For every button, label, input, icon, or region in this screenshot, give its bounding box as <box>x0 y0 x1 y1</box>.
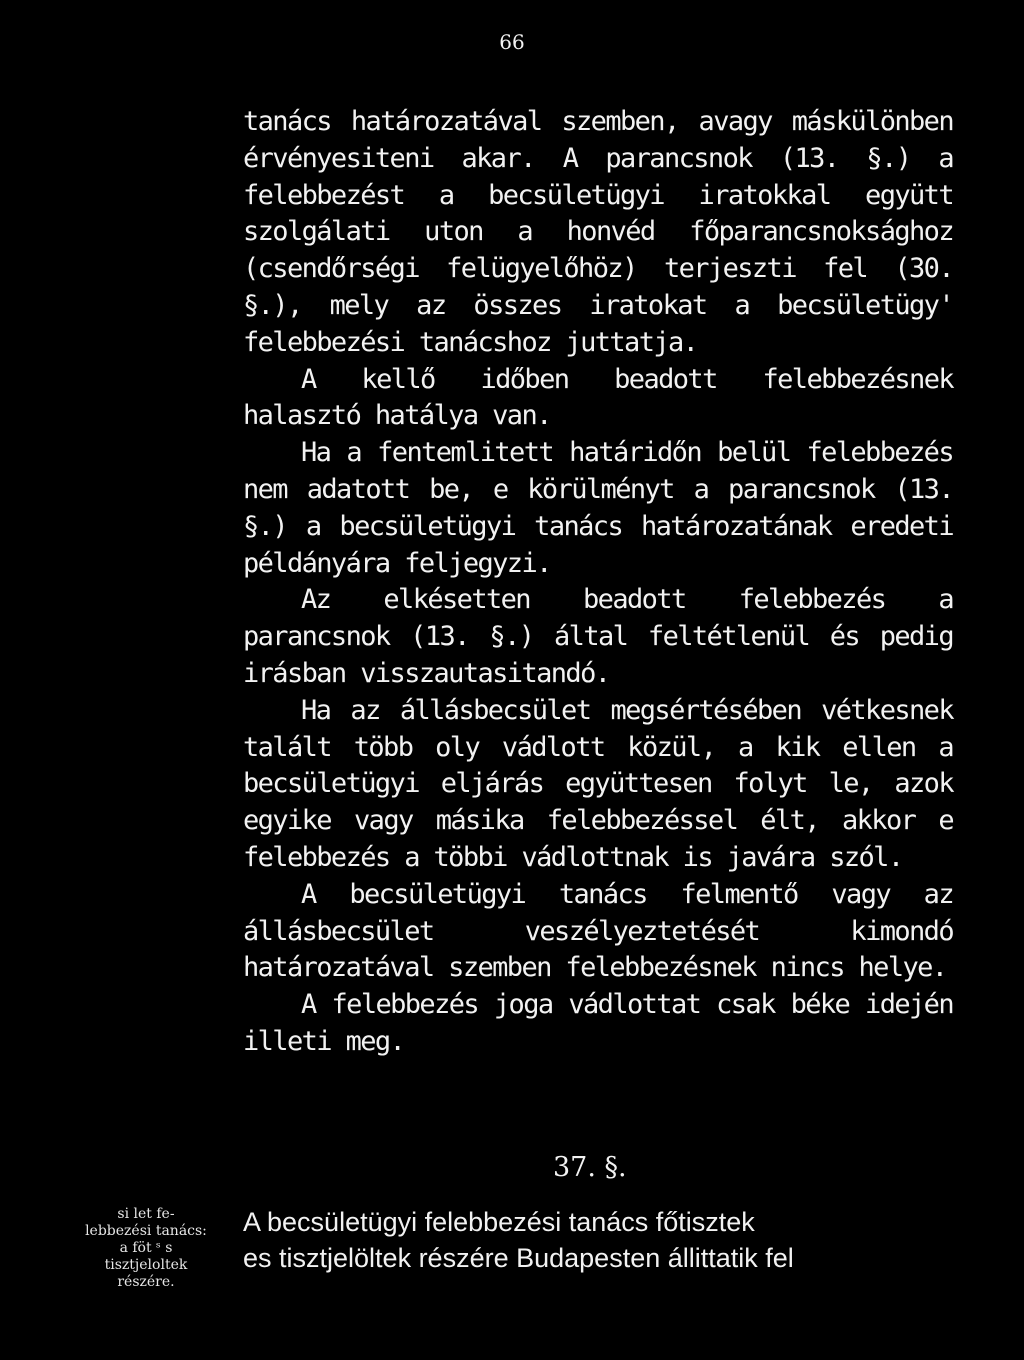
section-line: A becsületügyi felebbezési tanács főtisztek <box>243 1207 755 1237</box>
section-text <box>243 1204 953 1276</box>
margin-note-line: részére. <box>117 1274 175 1290</box>
paragraph: A felebbezés joga vádlottat csak béke idején illeti meg. <box>243 989 953 1057</box>
paragraph: A becsületügyi tanács felmentő vagy az állásbecsület veszélyeztetését kimondó határozatával szemben felebbezésnek nincs helye. <box>243 878 953 984</box>
paragraph: Az elkésetten beadott felebbezés a parancsnok (13. §.) által feltétlenül és pedig irásban visszautasitandó. <box>243 584 953 689</box>
section-line: es tisztjelöltek részére Budapesten állittatik fel <box>243 1243 794 1273</box>
paragraph: Ha az állásbecsület megsértésében vétkesnek talált több oly vádlott közül, a kik ellen a becsületügyi eljárás együttesen folyt le, azok egyike vagy másika felebbezéssel élt, akkor e felebbezés a többi vádlottnak is javára szól. <box>243 694 953 873</box>
margin-note-line: lebbezési tanács: <box>85 1223 207 1239</box>
paragraph: Ha a fentemlitett határidőn belül felebbezés nem adatott be, e körülményt a parancsnok (13. §.) a becsületügyi tanács határozatának eredeti példányára feljegyzi. <box>243 437 953 579</box>
paragraph: A kellő időben beadott felebbezésnek halasztó hatálya van. <box>243 363 953 432</box>
page-number: 66 <box>499 30 525 54</box>
margin-note-line: tisztjeloltek <box>104 1257 188 1273</box>
section-heading: 37. §. <box>553 1152 627 1183</box>
paragraph: tanács határozatával szemben, avagy máskülönben érvényesiteni akar. A parancsnok (13. §.) a felebbezést a becsületügyi iratokkal együtt szolgálati uton a honvéd főparancsnoksághoz (csendőrségi felügyelőhöz) terjeszti fel (30. §.), mely az összes iratokat a becsületügy' felebbezési tanácshoz juttatja. <box>243 106 953 358</box>
margin-note-line: a föt ˢ s <box>119 1240 173 1256</box>
margin-note-line: si let fe- <box>117 1206 175 1222</box>
margin-note <box>66 1206 226 1291</box>
body-text <box>243 104 953 1061</box>
